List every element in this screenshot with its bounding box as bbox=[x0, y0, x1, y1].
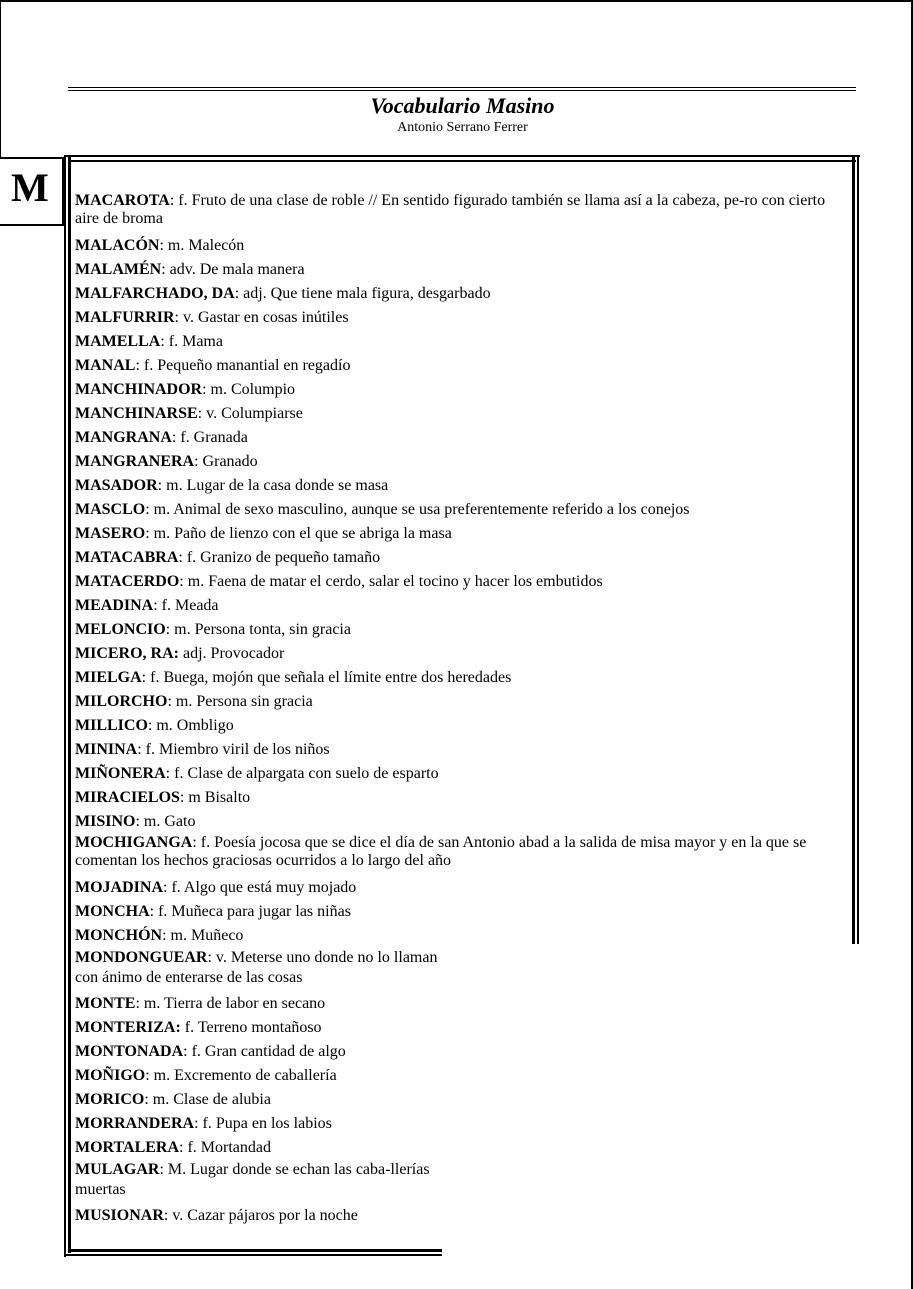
entry-term: MORTALERA bbox=[75, 1139, 180, 1156]
entry-term: MASADOR bbox=[75, 477, 158, 494]
entry-term: MACAROTA bbox=[75, 192, 170, 209]
entry-term: MALFURRIR bbox=[75, 309, 175, 326]
entry-definition: : m. Clase de alubia bbox=[144, 1091, 271, 1108]
vocabulary-entry bbox=[75, 738, 850, 762]
entry-term: MOÑIGO bbox=[75, 1067, 146, 1084]
vocabulary-entry bbox=[75, 1040, 850, 1064]
entry-term: MONTE bbox=[75, 995, 136, 1012]
frame-left-inner bbox=[68, 157, 71, 1253]
entry-term: MANGRANERA bbox=[75, 453, 195, 470]
entry-definition: : m. Tierra de labor en secano bbox=[135, 995, 326, 1012]
vocabulary-entry bbox=[75, 546, 850, 570]
entry-definition: : m. Muñeco bbox=[162, 927, 244, 944]
frame-right-inner bbox=[852, 157, 855, 944]
entry-term: MATACERDO bbox=[75, 573, 180, 590]
vocabulary-list bbox=[75, 192, 850, 1228]
entry-term: MILLICO bbox=[75, 717, 148, 734]
vocabulary-entry bbox=[75, 474, 850, 498]
entry-term: MANCHINADOR bbox=[75, 381, 203, 398]
entry-definition: : v. Cazar pájaros por la noche bbox=[163, 1207, 358, 1224]
frame-bottom-outer bbox=[64, 1254, 442, 1256]
entry-definition: : m. Columpio bbox=[202, 381, 296, 398]
entry-definition: : f. Mortandad bbox=[179, 1139, 272, 1156]
entry-term: MOCHIGANGA bbox=[75, 834, 193, 851]
entry-definition: : f. Fruto de una clase de roble // En sentido figurado también se llama así a la cabeza, pe-ro con cierto aire de broma bbox=[75, 192, 826, 227]
entry-definition: : f. Granada bbox=[171, 429, 248, 446]
entry-definition: : m Bisalto bbox=[179, 789, 251, 806]
entry-term: MININA bbox=[75, 741, 138, 758]
vocabulary-entry bbox=[75, 834, 850, 876]
entry-term: MOJADINA bbox=[75, 879, 163, 896]
entry-definition: : m. Lugar de la casa donde se masa bbox=[157, 477, 389, 494]
document-title: Vocabulario Masino bbox=[370, 93, 555, 118]
page-border-top bbox=[0, 0, 913, 2]
entry-definition: : f. Pequeño manantial en regadío bbox=[135, 357, 351, 374]
document-author: Antonio Serrano Ferrer bbox=[397, 120, 528, 135]
vocabulary-entry bbox=[75, 570, 850, 594]
entry-term: MONTONADA bbox=[75, 1043, 184, 1060]
entry-term: MAMELLA bbox=[75, 333, 161, 350]
entry-term: MORICO bbox=[75, 1091, 145, 1108]
vocabulary-entry bbox=[75, 258, 850, 282]
entry-definition: adj. Provocador bbox=[179, 645, 285, 662]
entry-term: MALACÓN bbox=[75, 237, 160, 254]
entry-term: MIELGA bbox=[75, 669, 142, 686]
entry-term: MALFARCHADO, DA bbox=[75, 285, 235, 302]
vocabulary-entry bbox=[75, 810, 850, 834]
entry-definition: : m. Ombligo bbox=[147, 717, 234, 734]
vocabulary-entry bbox=[75, 690, 850, 714]
entry-term: MONCHA bbox=[75, 903, 150, 920]
entry-term: MATACABRA bbox=[75, 549, 179, 566]
vocabulary-entry bbox=[75, 666, 850, 690]
entry-term: MELONCIO bbox=[75, 621, 166, 638]
frame-left-outer bbox=[64, 157, 66, 1257]
entry-term: MICERO, RA: bbox=[75, 645, 179, 662]
frame-top-inner bbox=[68, 160, 856, 162]
entry-definition: : f. Mama bbox=[160, 333, 223, 350]
vocabulary-entry bbox=[75, 330, 850, 354]
vocabulary-entry bbox=[75, 642, 850, 666]
page-border-left bbox=[0, 0, 1, 160]
frame-right-outer bbox=[857, 155, 859, 944]
frame-top-outer bbox=[64, 155, 860, 157]
entry-term: MIRACIELOS bbox=[75, 789, 180, 806]
entry-definition: : f. Miembro viril de los niños bbox=[137, 741, 330, 758]
vocabulary-entry bbox=[75, 992, 850, 1016]
entry-definition: : m. Animal de sexo masculino, aunque se usa preferentemente referido a los conejos bbox=[145, 501, 690, 518]
vocabulary-entry bbox=[75, 378, 850, 402]
entry-definition: : m. Malecón bbox=[159, 237, 245, 254]
vocabulary-entry bbox=[75, 594, 850, 618]
entry-term: MILORCHO bbox=[75, 693, 168, 710]
header-rule bbox=[68, 87, 856, 88]
vocabulary-entry bbox=[75, 498, 850, 522]
entry-definition: : f. Muñeca para jugar las niñas bbox=[149, 903, 351, 920]
vocabulary-entry bbox=[75, 1136, 850, 1160]
section-letter: M bbox=[11, 165, 50, 210]
entry-definition: : m. Gato bbox=[135, 813, 196, 830]
entry-definition: : m. Paño de lienzo con el que se abriga la masa bbox=[145, 525, 452, 542]
entry-definition: : f. Clase de alpargata con suelo de esparto bbox=[165, 765, 439, 782]
entry-definition: : adj. Que tiene mala figura, desgarbado bbox=[234, 285, 491, 302]
vocabulary-entry bbox=[75, 1204, 850, 1228]
entry-definition: : v. Gastar en cosas inútiles bbox=[174, 309, 349, 326]
entry-term: MANCHINARSE bbox=[75, 405, 198, 422]
entry-term: MANGRANA bbox=[75, 429, 172, 446]
vocabulary-entry bbox=[75, 522, 850, 546]
entry-definition: : v. Meterse uno donde no lo llaman con ánimo de enterarse de las cosas bbox=[75, 949, 438, 986]
entry-definition: f. Terreno montañoso bbox=[180, 1019, 322, 1036]
entry-definition: : f. Gran cantidad de algo bbox=[183, 1043, 346, 1060]
entry-definition: : f. Granizo de pequeño tamaño bbox=[178, 549, 381, 566]
entry-term: MALAMÉN bbox=[75, 261, 162, 278]
vocabulary-entry bbox=[75, 948, 450, 992]
vocabulary-entry bbox=[75, 1088, 850, 1112]
entry-definition: : m. Persona sin gracia bbox=[167, 693, 313, 710]
vocabulary-entry bbox=[75, 354, 850, 378]
entry-definition: : M. Lugar donde se echan las caba-llerías muertas bbox=[75, 1161, 430, 1198]
entry-definition: : v. Columpiarse bbox=[197, 405, 303, 422]
vocabulary-entry bbox=[75, 786, 850, 810]
vocabulary-entry bbox=[75, 618, 850, 642]
entry-term: MONDONGUEAR bbox=[75, 949, 208, 966]
entry-definition: : m. Excremento de caballería bbox=[145, 1067, 337, 1084]
vocabulary-entry bbox=[75, 192, 850, 234]
vocabulary-entry bbox=[75, 1160, 450, 1204]
entry-term: MASCLO bbox=[75, 501, 146, 518]
vocabulary-entry bbox=[75, 762, 850, 786]
vocabulary-entry bbox=[75, 306, 850, 330]
header-rule-second bbox=[68, 90, 856, 91]
vocabulary-entry bbox=[75, 426, 850, 450]
entry-term: MASERO bbox=[75, 525, 146, 542]
vocabulary-entry bbox=[75, 876, 850, 900]
entry-term: MONCHÓN bbox=[75, 927, 163, 944]
entry-term: MIÑONERA bbox=[75, 765, 166, 782]
entry-definition: : f. Buega, mojón que señala el límite entre dos heredades bbox=[141, 669, 512, 686]
vocabulary-entry bbox=[75, 1112, 850, 1136]
entry-definition: : adv. De mala manera bbox=[161, 261, 305, 278]
entry-definition: : m. Persona tonta, sin gracia bbox=[165, 621, 351, 638]
entry-term: MULAGAR bbox=[75, 1161, 160, 1178]
vocabulary-entry bbox=[75, 714, 850, 738]
entry-definition: : m. Faena de matar el cerdo, salar el tocino y hacer los embutidos bbox=[179, 573, 603, 590]
vocabulary-entry bbox=[75, 234, 850, 258]
entry-term: MORRANDERA bbox=[75, 1115, 195, 1132]
vocabulary-entry bbox=[75, 1016, 850, 1040]
entry-term: MUSIONAR bbox=[75, 1207, 164, 1224]
vocabulary-entry bbox=[75, 450, 850, 474]
vocabulary-entry bbox=[75, 900, 850, 924]
entry-definition: : Granado bbox=[194, 453, 258, 470]
entry-definition: : f. Pupa en los labios bbox=[194, 1115, 332, 1132]
entry-definition: : f. Poesía jocosa que se dice el día de san Antonio abad a la salida de misa mayor y en la que se comentan los hechos graciosas ocurridos a lo largo del año bbox=[75, 834, 807, 869]
vocabulary-entry bbox=[75, 924, 850, 948]
entry-term: MEADINA bbox=[75, 597, 154, 614]
entry-definition: : f. Algo que está muy mojado bbox=[163, 879, 357, 896]
entry-term: MONTERIZA: bbox=[75, 1019, 181, 1036]
vocabulary-entry bbox=[75, 282, 850, 306]
entry-definition: : f. Meada bbox=[153, 597, 219, 614]
vocabulary-entry bbox=[75, 1064, 850, 1088]
entry-term: MANAL bbox=[75, 357, 136, 374]
frame-bottom-inner bbox=[68, 1249, 442, 1252]
vocabulary-entry bbox=[75, 402, 850, 426]
entry-term: MISINO bbox=[75, 813, 136, 830]
